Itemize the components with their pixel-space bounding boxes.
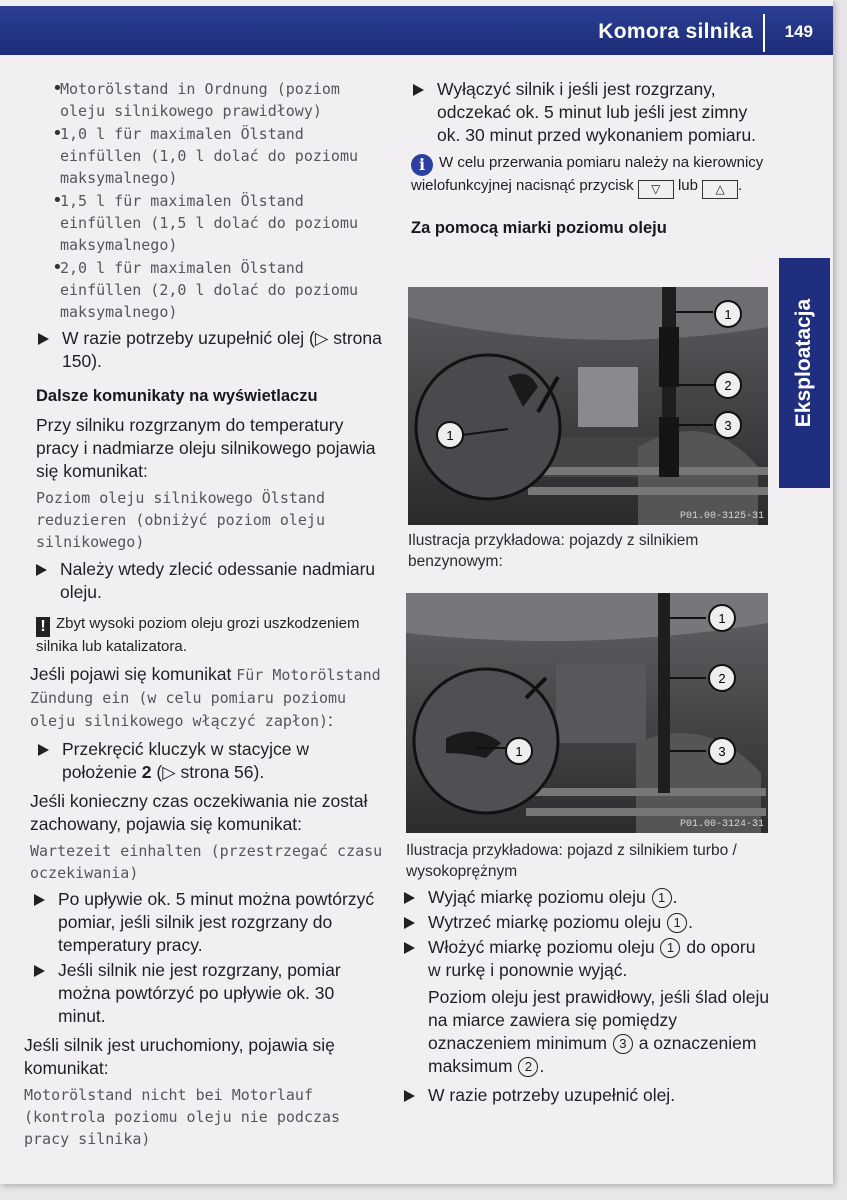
callout-ref: 1	[652, 888, 672, 908]
step-wait-warm: Po upływie ok. 5 minut można powtórzyć pomiar, jeśli silnik jest rozgrzany do temperatury pracy.	[34, 888, 385, 957]
step-wipe-dipstick: Wytrzeć miarkę poziomu oleju 1 .	[404, 911, 770, 934]
engine-illustration	[406, 593, 768, 833]
arrow-icon	[404, 917, 415, 929]
callout-2: 2	[718, 671, 726, 686]
step-refill: W razie potrzeby uzupełnić olej.	[404, 1084, 770, 1107]
warning-icon: !	[36, 617, 50, 637]
up-key-icon: △	[702, 180, 738, 199]
callout-ref: 2	[518, 1057, 538, 1077]
paragraph: Przy silniku rozgrzanym do temperatury pracy i nadmiarze oleju silnikowego pojawia się komunikat:	[36, 415, 376, 481]
arrow-icon	[413, 84, 424, 96]
step-remove-dipstick: Wyjąć miarkę poziomu oleju 1 .	[404, 886, 770, 909]
photo-code: P01.00-3125-31	[679, 511, 764, 522]
callout-1-detail: 1	[446, 428, 454, 443]
display-message: Motorölstand nicht bei Motorlauf (kontrola poziomu oleju nie podczas pracy silnika)	[24, 1086, 341, 1148]
callout-ref: 3	[613, 1034, 633, 1054]
down-key-icon: ▽	[638, 180, 674, 199]
arrow-icon	[38, 333, 49, 345]
level-explanation: Poziom oleju jest prawidłowy, jeśli ślad oleju na miarce zawiera się pomiędzy oznaczeniem minimum 3 a oznaczeniem maksimum 2 .	[428, 987, 770, 1076]
step-wait-cold: Jeśli silnik nie jest rozgrzany, pomiar można powtórzyć po upływie ok. 30 minut.	[34, 959, 385, 1028]
right-column	[405, 78, 770, 238]
warning-note: ! Zbyt wysoki poziom oleju grozi uszkodzeniem silnika lub katalizatora.	[36, 615, 360, 655]
section-heading: Za pomocą miarki poziomu oleju	[411, 219, 667, 237]
photo-code: P01.00-3124-31	[679, 819, 764, 830]
section-heading: Dalsze komunikaty na wyświetlaczu	[36, 387, 318, 405]
step-suction: Należy wtedy zlecić odessanie nadmiaru oleju.	[36, 558, 385, 604]
callout-3: 3	[724, 418, 732, 433]
paragraph: Jeśli konieczny czas oczekiwania nie został zachowany, pojawia się komunikat:	[30, 791, 368, 834]
arrow-icon	[404, 942, 415, 954]
arrow-icon	[36, 564, 47, 576]
list-item: • Motorölstand in Ordnung (poziom oleju silnikowego prawidłowy)	[52, 78, 340, 120]
display-message: Wartezeit einhalten (przestrzegać czasu oczekiwania)	[30, 842, 383, 882]
callout-1: 1	[724, 307, 732, 322]
page-number: 149	[784, 22, 813, 41]
arrow-icon	[38, 744, 49, 756]
callout-1: 1	[718, 611, 726, 626]
list-item: • 1,0 l für maximalen Ölstand einfüllen (1,0 l dolać do poziomu maksymalnego)	[52, 123, 359, 187]
arrow-icon	[34, 894, 45, 906]
info-note: i W celu przerwania pomiaru należy na kierownicy wielofunkcyjnej nacisnąć przycisk ▽ lub △ .	[411, 153, 770, 199]
step-engine-off: Wyłączyć silnik i jeśli jest rozgrzany, odczekać ok. 5 minut lub jeśli jest zimny ok. 30 minut przed wykonaniem pomiaru.	[413, 78, 770, 147]
engine-photo-petrol	[408, 287, 768, 525]
callout-2: 2	[724, 378, 732, 393]
section-title: Komora silnika	[598, 20, 753, 43]
paragraph: Jeśli pojawi się komunikat Für Motorölstand Zündung ein (w celu pomiaru poziomu oleju silnikowego włączyć zapłon):	[30, 664, 381, 730]
engine-photo-diesel	[406, 593, 768, 833]
callout-ref: 1	[667, 913, 687, 933]
paragraph: Jeśli silnik jest uruchomiony, pojawia się komunikat:	[24, 1035, 335, 1078]
photo-caption: Ilustracja przykładowa: pojazd z silnikiem turbo / wysokoprężnym	[406, 842, 737, 880]
header-divider	[763, 14, 765, 52]
list-item: • 2,0 l für maximalen Ölstand einfüllen (2,0 l dolać do poziomu maksymalnego)	[52, 257, 359, 321]
step-insert-dipstick: Włożyć miarkę poziomu oleju 1 do oporu w rurkę i ponownie wyjąć.	[404, 936, 770, 982]
callout-3: 3	[718, 744, 726, 759]
page-header	[0, 6, 833, 55]
engine-illustration	[408, 287, 768, 525]
list-item: • 1,5 l für maximalen Ölstand einfüllen (1,5 l dolać do poziomu maksymalnego)	[52, 190, 359, 254]
callout-1-detail: 1	[515, 744, 523, 759]
callout-ref: 1	[660, 938, 680, 958]
left-column	[24, 78, 385, 1150]
chapter-tab-label: Eksploatacja	[792, 298, 815, 428]
info-icon: i	[411, 154, 433, 176]
arrow-icon	[404, 892, 415, 904]
dipstick-steps	[404, 886, 770, 1107]
display-message: Poziom oleju silnikowego Ölstand reduzieren (obniżyć poziom oleju silnikowego)	[36, 489, 325, 551]
arrow-icon	[34, 965, 45, 977]
step-ignition: Przekręcić kluczyk w stacyjce w położenie 2 (▷ strona 56).	[38, 738, 385, 784]
arrow-icon	[404, 1090, 415, 1102]
photo-caption: Ilustracja przykładowa: pojazdy z silnikiem benzynowym:	[408, 532, 699, 570]
step-refill: W razie potrzeby uzupełnić olej (▷ strona 150).	[38, 327, 385, 373]
